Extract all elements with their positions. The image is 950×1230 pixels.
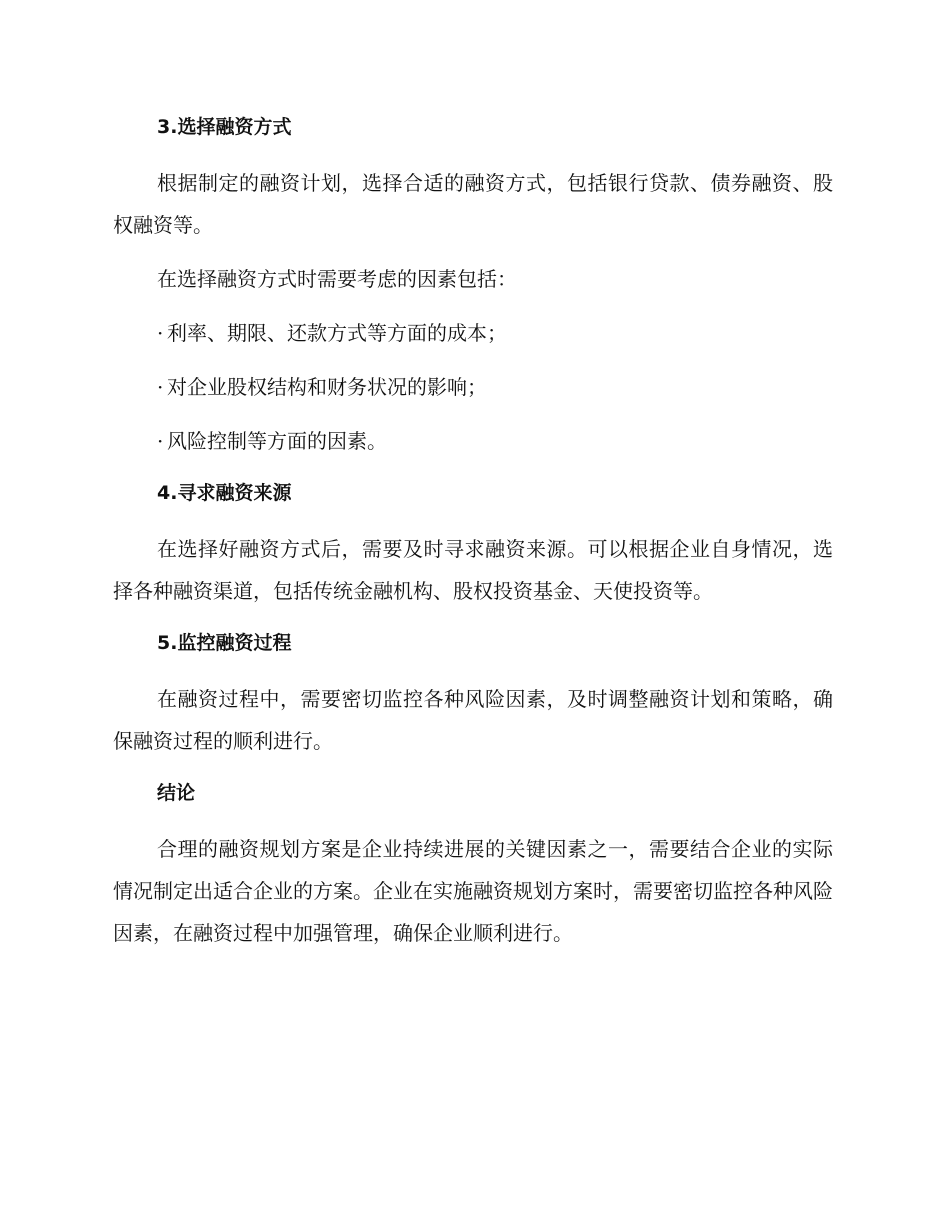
bullet-text: 利率、期限、还款方式等方面的成本；: [167, 321, 507, 345]
bullet-text: 风险控制等方面的因素。: [167, 429, 387, 453]
section-heading-3: 3.选择融资方式: [157, 116, 292, 138]
bullet-item-impact: [113, 366, 833, 408]
bullet-dot: ·: [157, 429, 164, 453]
section-heading-5: 5.监控融资过程: [157, 632, 292, 654]
document-page: [113, 108, 833, 966]
section-4-paragraph-1: 在选择好融资方式后，需要及时寻求融资来源。可以根据企业自身情况，选择各种融资渠道，包括传统金融机构、股权投资基金、天使投资等。: [113, 537, 833, 603]
bullet-item-cost: [113, 312, 833, 354]
conclusion-paragraph: 合理的融资规划方案是企业持续进展的关键因素之一，需要结合企业的实际情况制定出适合企业的方案。企业在实施融资规划方案时，需要密切监控各种风险因素，在融资过程中加强管理，确保企业顺利进行。: [113, 837, 833, 945]
section-5-paragraph-1: 在融资过程中，需要密切监控各种风险因素，及时调整融资计划和策略，确保融资过程的顺利进行。: [113, 687, 833, 753]
section-3-paragraph-1: 根据制定的融资计划，选择合适的融资方式，包括银行贷款、债券融资、股权融资等。: [113, 171, 833, 237]
bullet-text: 对企业股权结构和财务状况的影响；: [167, 375, 487, 399]
bullet-dot: ·: [157, 321, 164, 345]
section-heading-4: 4.寻求融资来源: [157, 482, 292, 504]
section-3-paragraph-2: 在选择融资方式时需要考虑的因素包括：: [157, 267, 517, 291]
conclusion-heading: 结论: [157, 782, 196, 804]
bullet-item-risk: [113, 420, 833, 462]
bullet-dot: ·: [157, 375, 164, 399]
